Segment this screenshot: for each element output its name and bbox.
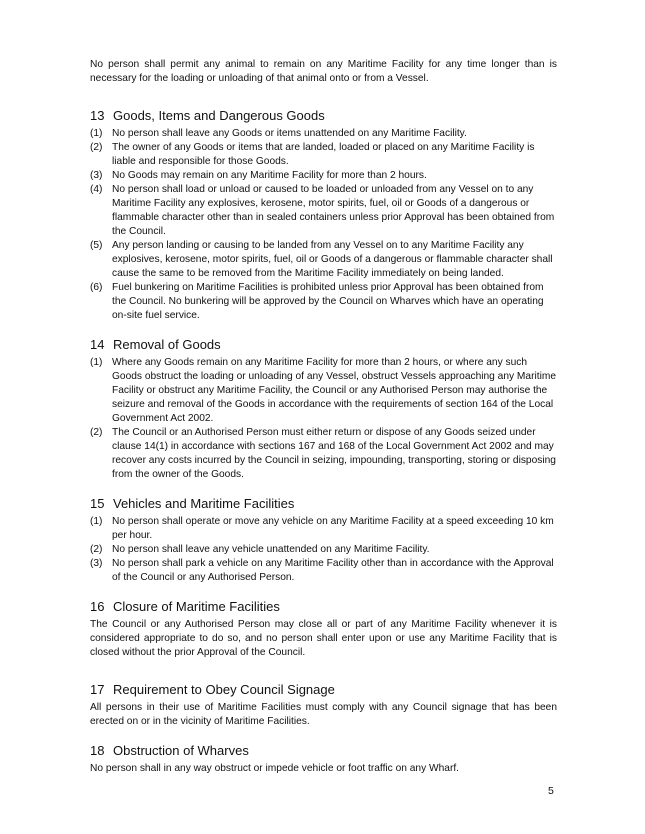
document-page [90,58,557,790]
clause-list [90,356,557,482]
page-number: 5 [548,785,554,797]
section-heading: 14 Removal of Goods [90,337,221,352]
section-13 [90,108,557,323]
section-heading: 16 Closure of Maritime Facilities [90,599,280,614]
clause-list [90,515,557,585]
intro-paragraph: No person shall permit any animal to remain on any Maritime Facility for any time longer than is necessary for the loading or unloading of that animal onto or from a Vessel. [90,59,557,84]
list-item: (1) Where any Goods remain on any Maritime Facility for more than 2 hours, or where any such Goods obstruct the loading or unloading of any Vessel, obstruct Vessels approaching any Maritime Facility or obstruct any Maritime Facility, the Council or any Authorised Person may authorise the seizure and removal of the Goods in accordance with the requirements of section 164 of the Local Government Act 2002. [90,357,556,424]
section-heading: 15 Vehicles and Maritime Facilities [90,496,295,511]
list-item: (5) Any person landing or causing to be landed from any Vessel on to any Maritime Facility any explosives, kerosene, motor spirits, fuel, oil or Goods of a dangerous or flammable character shall cause the same to be removed from the Maritime Facility immediately on being landed. [90,240,553,279]
section-heading: 13 Goods, Items and Dangerous Goods [90,108,325,123]
section-16 [90,599,557,660]
list-item: (1) No person shall operate or move any vehicle on any Maritime Facility at a speed exceeding 10 km per hour. [90,516,554,541]
section-14 [90,337,557,482]
list-item: (1) No person shall leave any Goods or items unattended on any Maritime Facility. [90,128,467,139]
section-body: No person shall in any way obstruct or impede vehicle or foot traffic on any Wharf. [90,763,460,774]
section-heading: 18 Obstruction of Wharves [90,743,249,758]
section-17 [90,682,557,729]
list-item: (2) The Council or an Authorised Person must either return or dispose of any Goods seized under clause 14(1) in accordance with sections 167 and 168 of the Local Government Act 2002 and may recover any costs incurred by the Council in seizing, impounding, transporting, storing or disposing from the owner of the Goods. [90,427,556,480]
list-item: (3) No Goods may remain on any Maritime Facility for more than 2 hours. [90,170,427,181]
list-item: (2) The owner of any Goods or items that are landed, loaded or placed on any Maritime Facility is liable and responsible for those Goods. [90,142,535,167]
section-body: All persons in their use of Maritime Facilities must comply with any Council signage that has been erected on or in the vicinity of Maritime Facilities. [90,702,557,727]
list-item: (3) No person shall park a vehicle on any Maritime Facility other than in accordance with the Approval of the Council or any Authorised Person. [90,558,554,583]
list-item: (2) No person shall leave any vehicle unattended on any Maritime Facility. [90,544,430,555]
clause-list [90,127,557,323]
list-item: (4) No person shall load or unload or caused to be loaded or unloaded from any Vessel on to any Maritime Facility any explosives, kerosene, motor spirits, fuel, oil or Goods of a dangerous or flammable character other than in sealed containers unless prior Approval has been obtained from the Council. [90,184,555,237]
section-15 [90,496,557,585]
list-item: (6) Fuel bunkering on Maritime Facilities is prohibited unless prior Approval has been obtained from the Council. No bunkering will be approved by the Council on Wharves which have an operating on-site fuel service. [90,282,544,321]
section-heading: 17 Requirement to Obey Council Signage [90,682,335,697]
section-18 [90,743,557,776]
section-body: The Council or any Authorised Person may close all or part of any Maritime Facility whenever it is considered appropriate to do so, and no person shall enter upon or use any Maritime Facility that is closed without the prior Approval of the Council. [90,619,557,658]
